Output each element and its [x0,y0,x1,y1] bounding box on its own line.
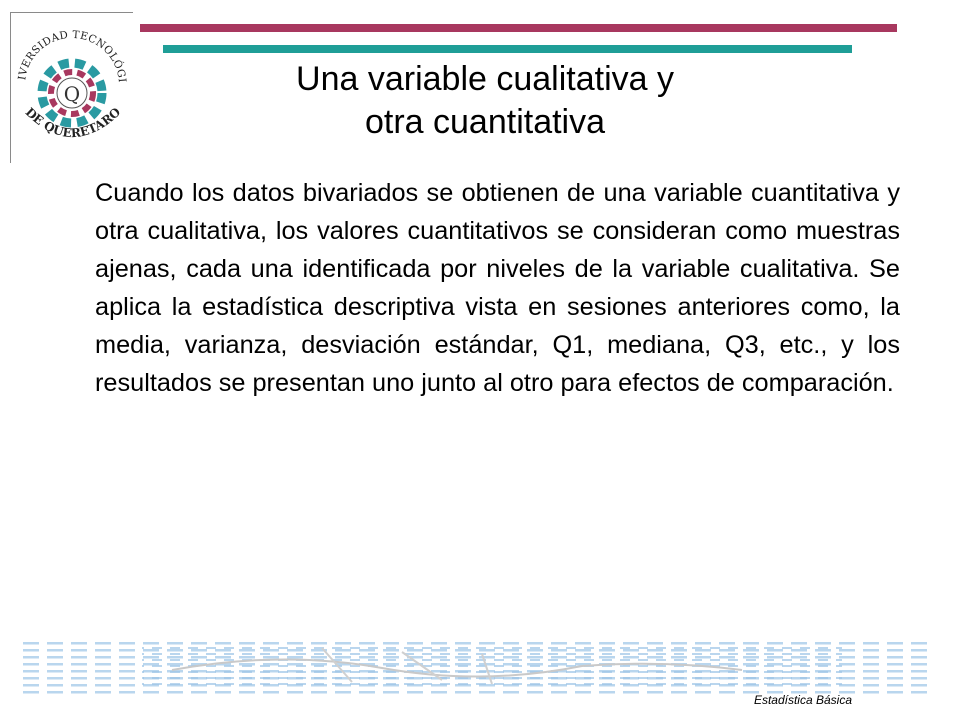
logo-center-letter: Q [63,82,81,106]
logo-top-text: IVERSIDAD TECNOLÓGI [16,28,128,84]
university-seal-icon [11,13,133,163]
university-logo [10,12,133,163]
slide-body-paragraph: Cuando los datos bivariados se obtienen de una variable cuantitativa y otra cualitativa, los valores cuantitativos se consideran como muestras ajenas, cada una identificada por niveles de la variable cualitativa. Se aplica la estadística descriptiva vista en sesiones anteriores como, la media, varianza, desviación estándar, Q1, mediana, Q3, etc., y los resultados se presentan uno junto al otro para efectos de comparación. [95,179,900,397]
footer-decorative-band [22,640,927,695]
logo-bottom-text: DE QUERETARO [22,104,124,141]
header-accent-bar-magenta [140,24,897,32]
slide-title-line-2: otra cuantitativa [364,103,606,141]
svg-text:DE QUERETARO [23,105,124,140]
footer-course-label: Estadística Básica [753,693,852,707]
slide-title-line-1: Una variable cualitativa y [296,60,674,98]
header-accent-bar-teal [163,45,852,53]
slide-title [150,58,820,144]
